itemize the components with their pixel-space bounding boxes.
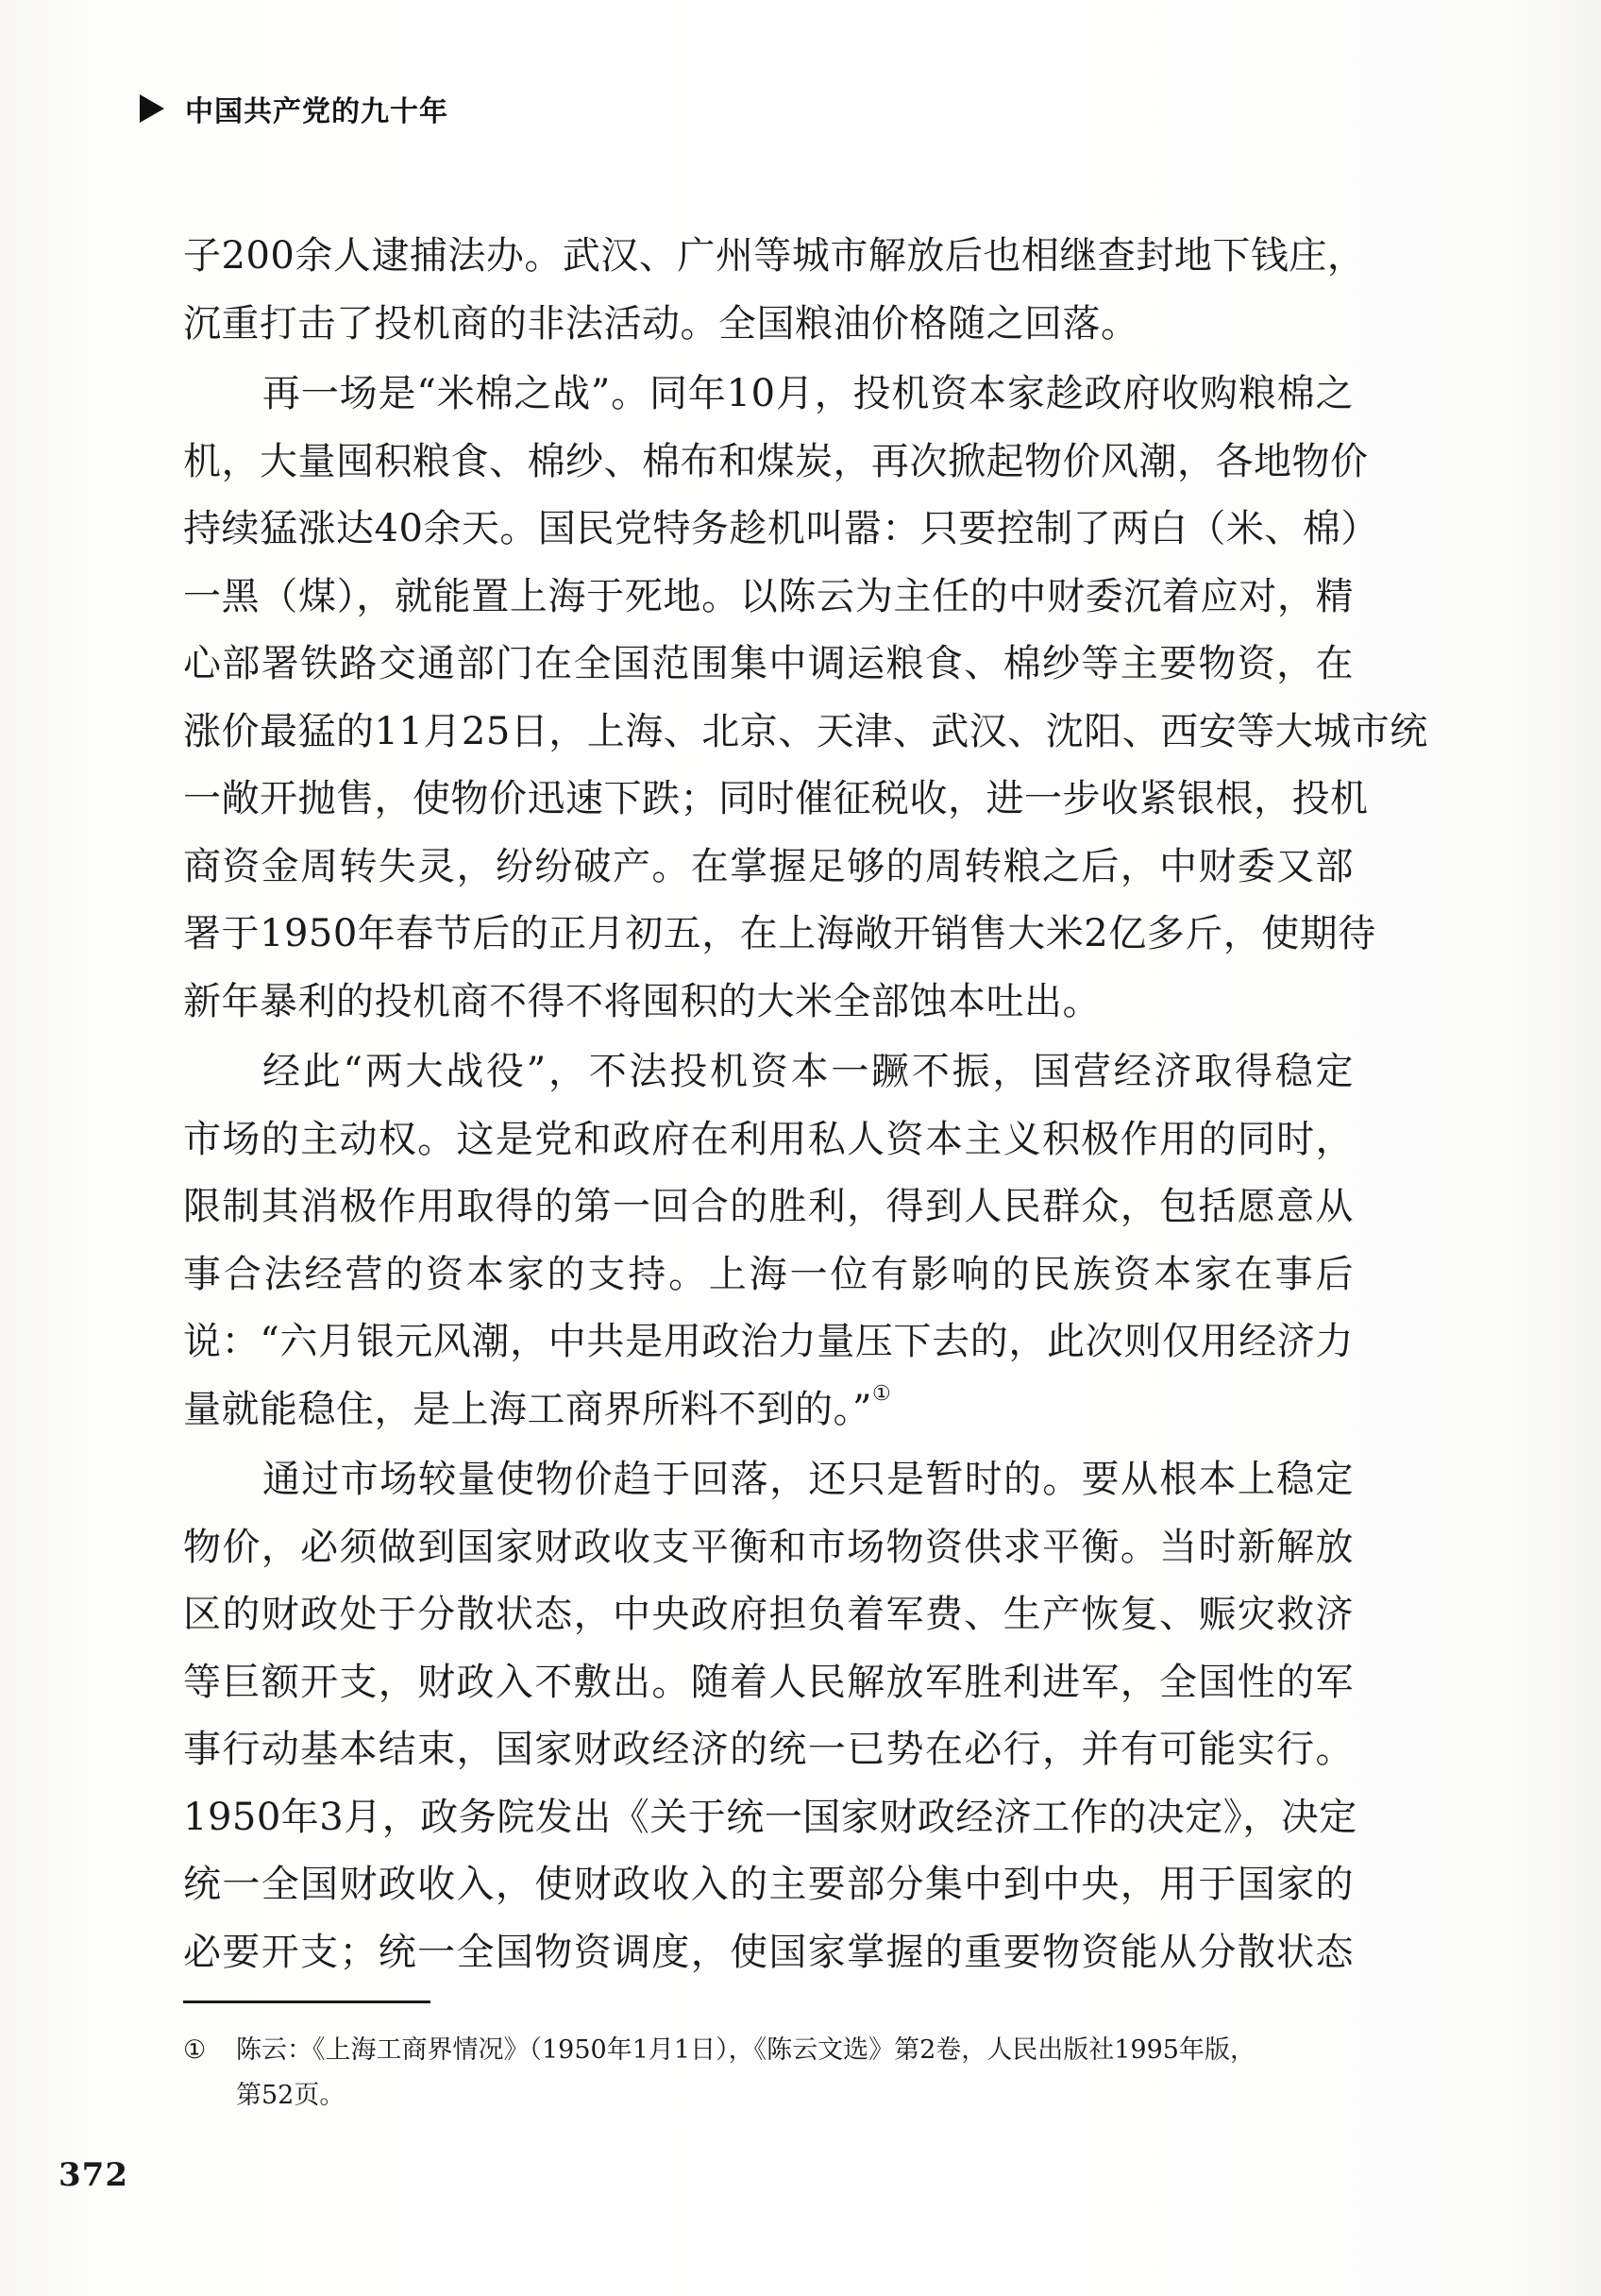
body-text <box>183 223 1428 1986</box>
body-line: 等巨额开支，财政入不敷出。随着人民解放军胜利进军，全国性的军 <box>183 1660 1354 1704</box>
body-line: 事行动基本结束，国家财政经济的统一已势在必行，并有可能实行。 <box>183 1728 1354 1771</box>
body-line: 区的财政处于分散状态，中央政府担负着军费、生产恢复、赈灾救济 <box>183 1593 1354 1636</box>
body-line: 子200余人逮捕法办。武汉、广州等城市解放后也相继查封地下钱庄， <box>183 234 1366 278</box>
body-line: 市场的主动权。这是党和政府在利用私人资本主义积极作用的同时， <box>183 1117 1354 1161</box>
body-line: 一敞开抛售，使物价迅速下跌；同时催征税收，进一步收紧银根，投机 <box>183 777 1369 820</box>
body-line: 署于1950年春节后的正月初五，在上海敞开销售大米2亿多斤，使期待 <box>183 912 1376 955</box>
body-line: 心部署铁路交通部门在全国范围集中调运粮食、棉纱等主要物资，在 <box>183 642 1354 685</box>
body-line: 通过市场较量使物价趋于回落，还只是暂时的。要从根本上稳定 <box>262 1458 1354 1501</box>
body-line: 沉重打击了投机商的非法活动。全国粮油价格随之回落。 <box>183 301 1139 346</box>
body-line: 新年暴利的投机商不得不将囤积的大米全部蚀本吐出。 <box>183 979 1101 1023</box>
running-head <box>140 87 448 130</box>
body-line: 1950年3月，政务院发出《关于统一国家财政经济工作的决定》，决定 <box>183 1795 1357 1839</box>
body-line: 涨价最猛的11月25日，上海、北京、天津、武汉、沈阳、西安等大城市统 <box>183 709 1428 753</box>
body-line: 限制其消极作用取得的第一回合的胜利，得到人民群众，包括愿意从 <box>183 1185 1354 1228</box>
body-line: 机，大量囤积粮食、棉纱、棉布和煤炭，再次掀起物价风潮，各地物价 <box>183 439 1369 483</box>
body-line: 商资金周转失灵，纷纷破产。在掌握足够的周转粮之后，中财委又部 <box>183 844 1354 888</box>
body-line: 必要开支；统一全国物资调度，使国家掌握的重要物资能从分散状态 <box>183 1930 1354 1974</box>
footnote <box>183 2028 1354 2119</box>
footnote-reference[interactable]: ① <box>871 1381 892 1406</box>
play-triangle-icon <box>140 94 164 123</box>
body-line: 经此“两大战役”，不法投机资本一蹶不振，国营经济取得稳定 <box>262 1050 1354 1093</box>
body-line: 物价，必须做到国家财政收支平衡和市场物资供求平衡。当时新解放 <box>183 1525 1354 1569</box>
body-line: 说：“六月银元风潮，中共是用政治力量压下去的，此次则仅用经济力 <box>183 1320 1354 1363</box>
footnote-divider <box>183 2001 430 2003</box>
body-line-with-footnote-ref <box>183 1376 1354 1444</box>
footnote-mark: ① <box>183 2035 207 2065</box>
body-line: 事合法经营的资本家的支持。上海一位有影响的民族资本家在事后 <box>183 1252 1354 1296</box>
page-number: 372 <box>59 2156 128 2194</box>
body-line: 一黑（煤），就能置上海于死地。以陈云为主任的中财委沉着应对，精 <box>183 574 1354 618</box>
footnote-text-line: 陈云：《上海工商界情况》（1950年1月1日），《陈云文选》第2卷，人民出版社1995年版， <box>236 2035 1256 2065</box>
body-line: 统一全国财政收入，使财政收入的主要部分集中到中央，用于国家的 <box>183 1863 1354 1906</box>
body-line: 持续猛涨达40余天。国民党特务趁机叫嚣：只要控制了两白（米、棉） <box>183 507 1379 550</box>
body-line-text: 量就能稳住，是上海工商界所料不到的。” <box>183 1387 872 1431</box>
footnote-text-line: 第52页。 <box>236 2081 345 2110</box>
running-head-title: 中国共产党的九十年 <box>185 95 448 128</box>
body-line: 再一场是“米棉之战”。同年10月，投机资本家趁政府收购粮棉之 <box>262 372 1354 415</box>
